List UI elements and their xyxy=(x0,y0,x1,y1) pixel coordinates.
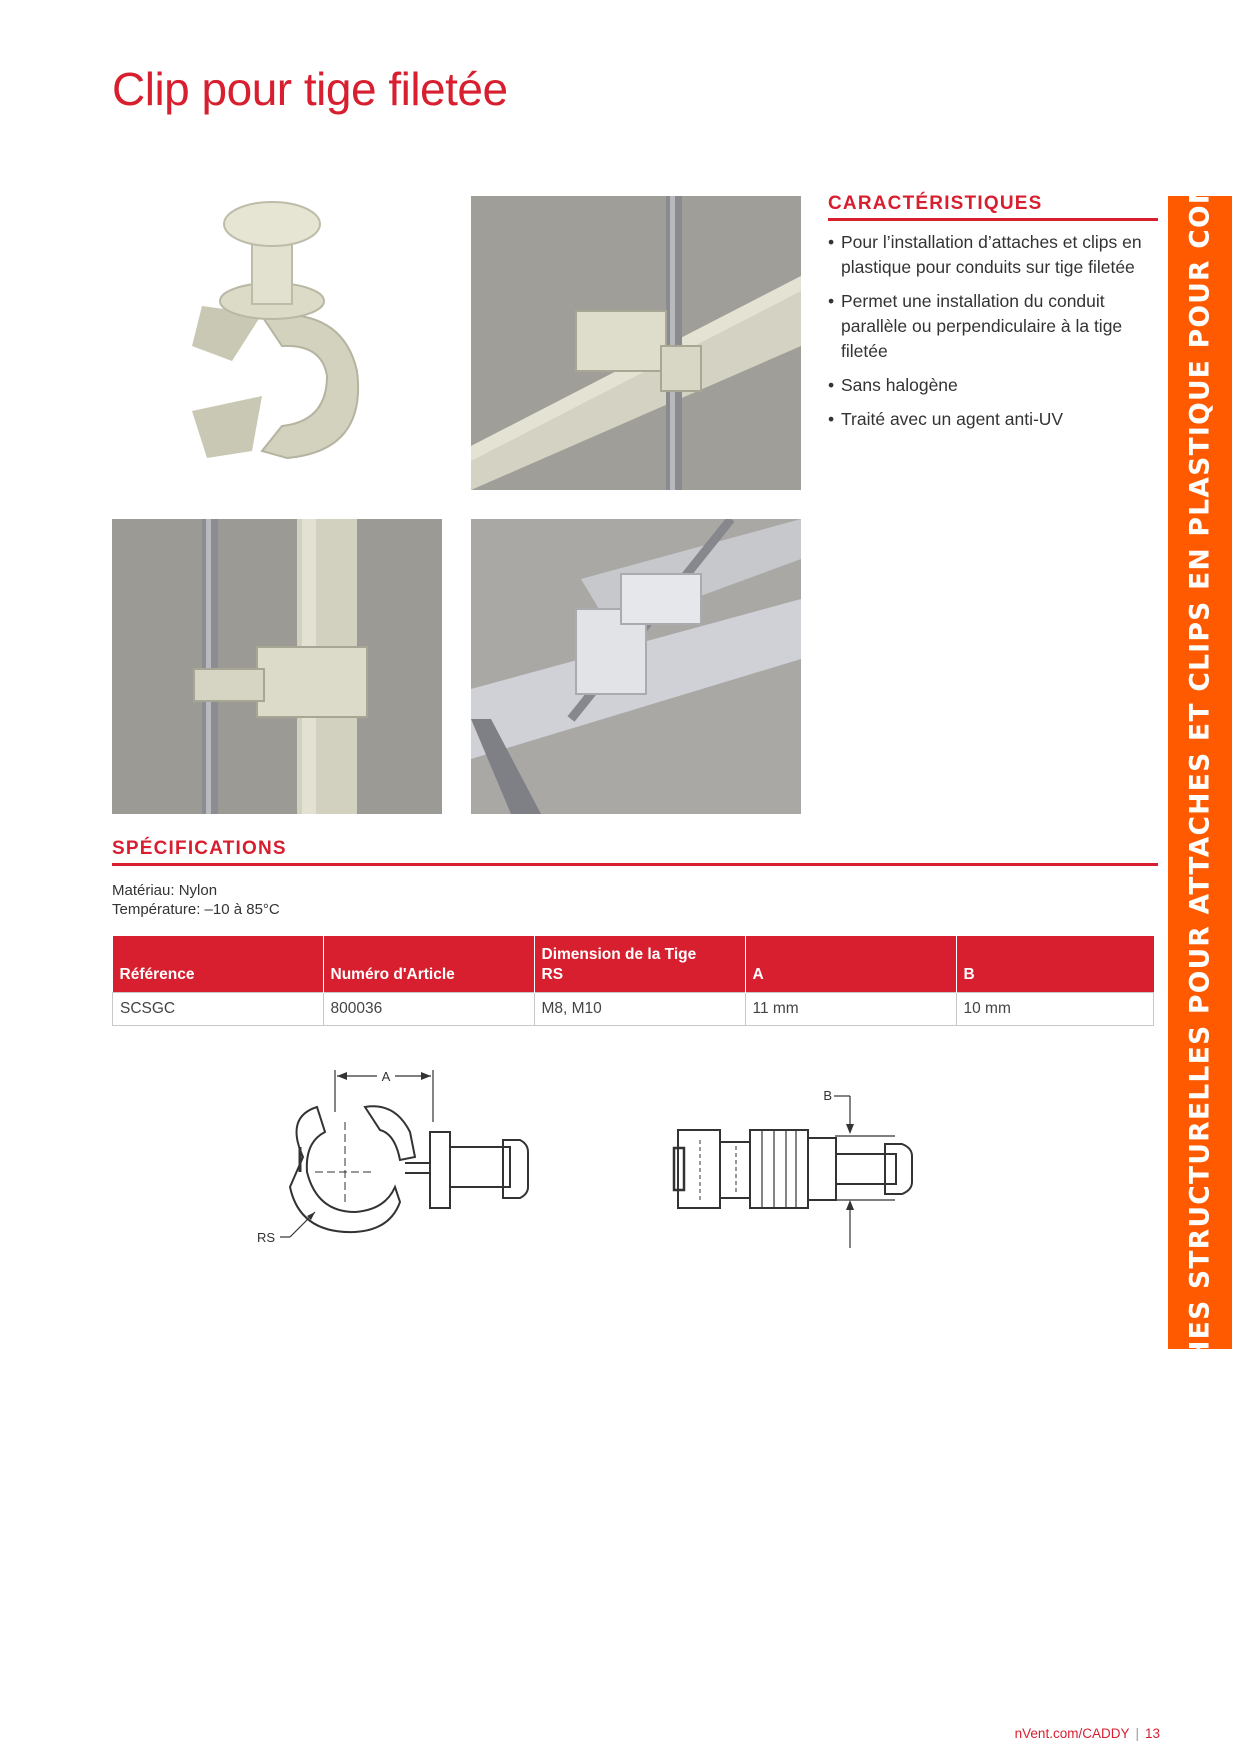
col-article-number-label: Numéro d'Article xyxy=(330,966,455,983)
feature-item xyxy=(828,230,1158,280)
footer-website-link[interactable]: nVent.com/CADDY xyxy=(1014,1726,1130,1741)
dim-label-a: A xyxy=(381,1069,391,1084)
col-article-number xyxy=(323,936,534,993)
features-heading: CARACTÉRISTIQUES xyxy=(828,193,1043,214)
feature-text: Pour l’installation d’attaches et clips en plastique pour conduits sur tige filetée xyxy=(841,232,1142,277)
bullet-dot: • xyxy=(828,291,835,311)
feature-text: Sans halogène xyxy=(841,375,958,395)
technical-drawing-front xyxy=(670,1080,950,1255)
side-category-tab xyxy=(1168,83,1232,1462)
cell-rod-dimension: M8, M10 xyxy=(534,993,745,1026)
features-list xyxy=(828,230,1158,441)
installation-photo-ceiling xyxy=(471,519,801,814)
page-title: Clip pour tige filetée xyxy=(112,63,508,115)
side-tab-text: ATTACHES STRUCTURELLES POUR ATTACHES ET CLIPS EN PLASTIQUE POUR CONDUITS xyxy=(1184,83,1216,1462)
spec-temperature: Température: –10 à 85°C xyxy=(112,901,280,918)
installation-photo-parallel xyxy=(112,519,442,814)
bullet-dot: • xyxy=(828,409,835,429)
feature-item xyxy=(828,373,1158,398)
product-photo-clip xyxy=(112,196,442,488)
table-header-row xyxy=(113,936,1154,993)
feature-item xyxy=(828,289,1158,364)
cell-a: 11 mm xyxy=(745,993,956,1026)
feature-text: Permet une installation du conduit parallèle ou perpendiculaire à la tige filetée xyxy=(841,291,1123,361)
page-number: 13 xyxy=(1144,1726,1160,1741)
spec-material: Matériau: Nylon xyxy=(112,882,218,899)
col-rod-dimension xyxy=(534,936,745,993)
bullet-dot: • xyxy=(828,232,835,252)
table-row xyxy=(113,993,1154,1026)
col-a xyxy=(745,936,956,993)
feature-item xyxy=(828,407,1158,432)
specs-heading: SPÉCIFICATIONS xyxy=(112,838,287,859)
page-footer xyxy=(1015,1726,1160,1741)
cell-reference: SCSGC xyxy=(113,993,324,1026)
features-heading-rule xyxy=(828,218,1158,221)
technical-drawing-side xyxy=(245,1062,545,1262)
bullet-dot: • xyxy=(828,375,835,395)
col-b-label: B xyxy=(963,966,975,983)
footer-separator: | xyxy=(1135,1726,1139,1741)
col-reference-label: Référence xyxy=(119,966,195,983)
feature-text: Traité avec un agent anti-UV xyxy=(841,409,1064,429)
col-rod-dimension-label: Dimension de la Tige xyxy=(541,946,697,963)
col-reference xyxy=(113,936,324,993)
cell-b: 10 mm xyxy=(956,993,1154,1026)
installation-photo-perpendicular xyxy=(471,196,801,490)
col-b xyxy=(956,936,1154,993)
dim-label-b: B xyxy=(823,1088,832,1103)
col-a-label: A xyxy=(752,966,764,983)
spec-table xyxy=(112,936,1154,1026)
dim-label-rs: RS xyxy=(256,1230,275,1245)
specs-heading-rule xyxy=(112,863,1158,866)
col-rs-label: RS xyxy=(541,966,564,983)
cell-article-number: 800036 xyxy=(323,993,534,1026)
